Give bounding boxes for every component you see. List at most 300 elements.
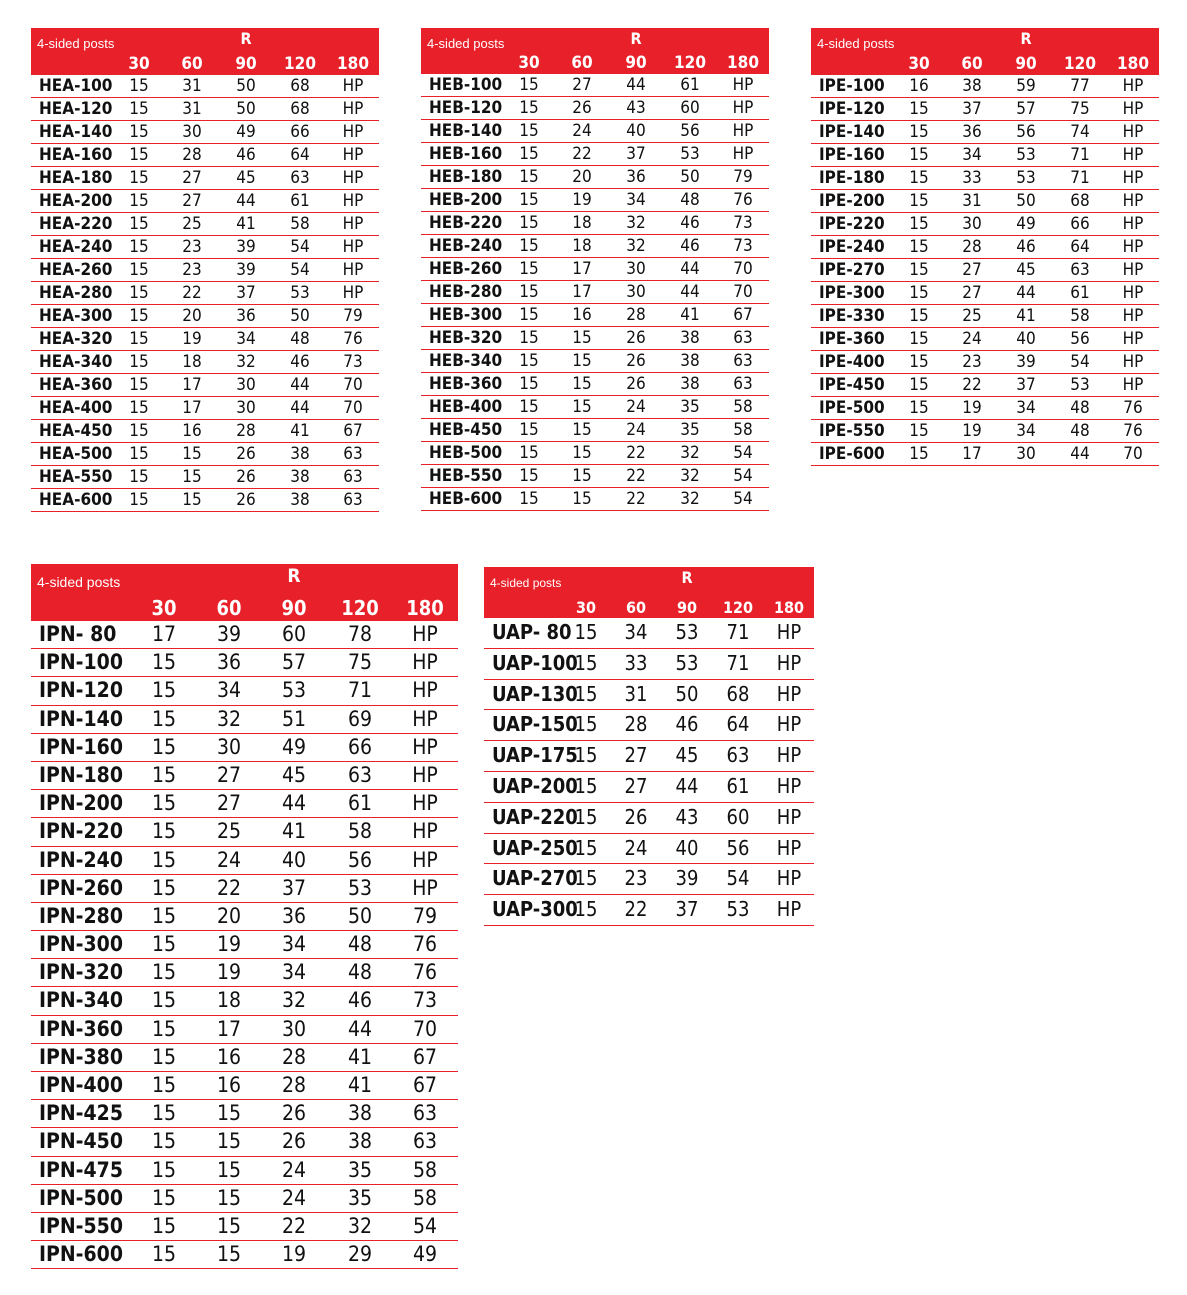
value-r60: 18 [572,213,592,233]
column-header-120: 120 [1064,54,1096,74]
table-header [484,567,814,618]
table-row [484,618,814,649]
value-r90: 26 [626,328,646,348]
value-r90: 36 [626,167,646,187]
value-r180: 79 [343,306,363,326]
value-r30: 15 [129,214,149,234]
value-r180: 76 [412,932,438,957]
value-r120: 74 [1070,122,1090,142]
column-header-30: 30 [128,54,150,74]
value-r120: 48 [347,932,373,957]
profile-name: HEB-450 [429,420,503,440]
value-r180: HP [732,121,754,141]
profile-name: IPN-380 [39,1044,123,1069]
value-r120: 56 [1070,329,1090,349]
value-r90: 37 [626,144,646,164]
value-r90: 40 [626,121,646,141]
value-r120: 60 [726,804,750,829]
value-r120: 54 [290,260,310,280]
column-header-90: 90 [281,596,307,620]
value-r90: 44 [1016,283,1036,303]
value-r120: 75 [1070,99,1090,119]
column-header-60: 60 [216,596,242,620]
value-r30: 15 [909,99,929,119]
value-r180: HP [342,168,364,188]
value-r180: HP [342,283,364,303]
value-r180: 70 [1123,444,1143,464]
value-r30: 15 [129,237,149,257]
value-r90: 32 [626,236,646,256]
profile-name: IPE-400 [819,352,885,372]
profile-name: IPN-220 [39,819,123,844]
profile-name: HEA-360 [39,375,113,395]
value-r30: 15 [574,620,598,644]
value-r180: HP [1122,168,1144,188]
value-r30: 15 [519,351,539,371]
value-r120: 41 [290,421,310,441]
value-r60: 25 [216,819,242,844]
value-r30: 15 [909,145,929,165]
table-row [421,396,769,419]
profile-name: HEA-220 [39,214,113,234]
table-row [31,351,379,374]
value-r30: 15 [519,259,539,279]
value-r60: 23 [624,866,648,891]
value-r90: 40 [675,835,699,860]
value-r30: 15 [519,121,539,141]
profile-name: UAP-250 [492,835,578,860]
value-r30: 15 [519,374,539,394]
value-r120: 68 [1070,191,1090,211]
table-row [31,847,458,875]
value-r120: 63 [347,762,373,787]
value-r180: 76 [733,190,753,210]
value-r30: 15 [519,466,539,486]
value-r90: 57 [1016,99,1036,119]
table-row [811,420,1159,443]
value-r30: 15 [129,260,149,280]
profile-name: IPN-200 [39,791,123,816]
value-r90: 40 [281,847,307,872]
value-r90: 46 [236,145,256,165]
value-r180: 63 [343,467,363,487]
value-r120: 38 [347,1101,373,1126]
table-row [31,121,379,144]
value-r90: 22 [281,1213,307,1238]
value-r60: 15 [216,1242,242,1267]
value-r120: 48 [680,190,700,210]
table-row [31,236,379,259]
column-header-180: 180 [773,598,805,617]
value-r120: 66 [347,734,373,759]
table-row [31,397,379,420]
value-r90: 26 [236,444,256,464]
value-r30: 15 [519,489,539,509]
profile-name: IPE-160 [819,145,885,165]
value-r60: 19 [182,329,202,349]
table-row [811,213,1159,236]
value-r120: 53 [726,897,750,922]
value-r60: 15 [572,466,592,486]
header-label: 4-sided posts [817,36,895,51]
table-row [421,120,769,143]
table-row [811,282,1159,305]
value-r30: 15 [151,988,177,1013]
profile-name: HEB-140 [429,121,503,141]
table-row [811,305,1159,328]
value-r60: 17 [216,1016,242,1041]
value-r30: 15 [519,443,539,463]
value-r30: 15 [574,743,598,768]
profile-name: HEA-550 [39,467,113,487]
profile-name: IPE-180 [819,168,885,188]
value-r30: 15 [574,712,598,737]
value-r90: 26 [236,490,256,510]
value-r60: 24 [962,329,982,349]
profile-name: UAP-300 [492,897,578,922]
profile-name: HEB-220 [429,213,503,233]
table-row [421,488,769,511]
value-r60: 27 [182,191,202,211]
table-row [811,75,1159,98]
value-r120: 64 [1070,237,1090,257]
r-label: R [630,29,642,48]
value-r180: HP [776,743,802,768]
value-r60: 33 [962,168,982,188]
value-r30: 15 [129,168,149,188]
value-r180: HP [412,734,438,759]
value-r60: 20 [182,306,202,326]
table-row [31,1157,458,1185]
value-r30: 15 [519,420,539,440]
table-row [31,818,458,846]
value-r90: 34 [281,932,307,957]
column-header-30: 30 [518,53,540,73]
table-row [421,189,769,212]
value-r90: 36 [236,306,256,326]
value-r90: 36 [281,903,307,928]
value-r30: 15 [519,236,539,256]
value-r60: 19 [962,398,982,418]
profile-name: IPE-600 [819,444,885,464]
value-r90: 53 [1016,168,1036,188]
value-r120: 75 [347,650,373,675]
value-r30: 15 [909,260,929,280]
value-r60: 20 [572,167,592,187]
column-header-120: 120 [674,53,706,73]
value-r120: 48 [347,960,373,985]
value-r60: 31 [182,99,202,119]
profile-name: IPN-600 [39,1242,123,1267]
value-r180: 70 [343,375,363,395]
value-r60: 38 [962,76,982,96]
value-r60: 37 [962,99,982,119]
value-r90: 32 [281,988,307,1013]
value-r120: 53 [680,144,700,164]
value-r30: 15 [519,144,539,164]
value-r60: 15 [216,1101,242,1126]
value-r180: 73 [343,352,363,372]
profile-name: IPN-280 [39,903,123,928]
table-row [31,167,379,190]
table-row [31,466,379,489]
profile-name: IPN-475 [39,1157,123,1182]
column-header-180: 180 [337,54,369,74]
table-header [811,28,1159,75]
value-r120: 78 [347,622,373,646]
value-r180: 70 [343,398,363,418]
value-r180: HP [412,847,438,872]
value-r90: 39 [675,866,699,891]
value-r180: HP [342,237,364,257]
value-r90: 41 [1016,306,1036,326]
value-r60: 15 [572,328,592,348]
column-header-30: 30 [151,596,177,620]
value-r120: 56 [726,835,750,860]
value-r90: 45 [1016,260,1036,280]
profile-name: IPE-550 [819,421,885,441]
table-row [31,1016,458,1044]
value-r90: 46 [1016,237,1036,257]
value-r120: 41 [347,1073,373,1097]
value-r60: 33 [624,650,648,675]
profile-name: IPN-500 [39,1185,123,1210]
value-r120: 32 [680,443,700,463]
value-r30: 15 [151,762,177,787]
table-row [484,741,814,772]
profile-name: IPN-140 [39,706,123,731]
value-r30: 15 [151,1044,177,1069]
value-r180: HP [412,622,438,646]
value-r30: 15 [151,960,177,985]
table-row [811,328,1159,351]
value-r180: 70 [733,259,753,279]
value-r90: 49 [1016,214,1036,234]
value-r60: 22 [572,144,592,164]
value-r30: 15 [129,329,149,349]
value-r90: 22 [626,489,646,509]
value-r90: 43 [675,804,699,829]
profile-name: IPE-300 [819,283,885,303]
table-row [811,374,1159,397]
table-row [811,397,1159,420]
value-r180: HP [412,706,438,731]
value-r60: 19 [962,421,982,441]
value-r120: 44 [347,1016,373,1041]
profile-name: HEB-500 [429,443,503,463]
value-r90: 24 [281,1185,307,1210]
table-row [31,1072,458,1100]
value-r180: HP [412,791,438,816]
table-row [421,143,769,166]
value-r60: 15 [182,467,202,487]
value-r60: 15 [572,374,592,394]
value-r180: HP [412,678,438,703]
value-r120: 71 [347,678,373,703]
value-r30: 15 [151,1157,177,1182]
value-r180: HP [1122,260,1144,280]
value-r30: 15 [574,897,598,922]
table-row [31,190,379,213]
value-r30: 15 [151,847,177,872]
profile-name: HEB-100 [429,75,503,95]
value-r90: 30 [236,375,256,395]
table-row [31,959,458,987]
profile-name: UAP-130 [492,681,578,706]
value-r60: 24 [216,847,242,872]
value-r120: 71 [1070,168,1090,188]
value-r120: 35 [680,420,700,440]
value-r90: 44 [236,191,256,211]
value-r30: 15 [909,421,929,441]
value-r180: HP [1122,191,1144,211]
profile-name: IPN-120 [39,678,123,703]
table-row [421,419,769,442]
value-r60: 26 [572,98,592,118]
value-r60: 27 [962,260,982,280]
profile-name: HEA-320 [39,329,113,349]
value-r120: 61 [290,191,310,211]
table-row [484,680,814,711]
value-r180: HP [1122,375,1144,395]
value-r60: 22 [182,283,202,303]
value-r60: 28 [624,712,648,737]
profile-name: UAP-270 [492,866,578,891]
value-r120: 48 [290,329,310,349]
profile-name: IPE-360 [819,329,885,349]
profile-name: UAP- 80 [492,620,572,644]
value-r120: 71 [1070,145,1090,165]
value-r90: 24 [626,420,646,440]
value-r30: 15 [129,467,149,487]
value-r180: HP [342,191,364,211]
value-r120: 61 [726,773,750,798]
value-r60: 28 [182,145,202,165]
value-r120: 46 [680,213,700,233]
value-r30: 15 [909,283,929,303]
value-r180: 58 [733,420,753,440]
value-r30: 15 [574,681,598,706]
value-r30: 15 [151,1242,177,1267]
header-label: 4-sided posts [37,574,121,590]
value-r30: 15 [519,167,539,187]
profile-name: IPE-120 [819,99,885,119]
table-row [421,74,769,97]
profile-name: IPE-330 [819,306,885,326]
value-r180: 73 [412,988,438,1013]
value-r90: 34 [281,960,307,985]
r-label: R [287,565,301,587]
value-r30: 15 [151,706,177,731]
value-r30: 15 [129,490,149,510]
value-r90: 34 [1016,398,1036,418]
table-row [421,327,769,350]
value-r120: 44 [290,375,310,395]
value-r180: HP [732,144,754,164]
value-r90: 57 [281,650,307,675]
value-r120: 56 [347,847,373,872]
value-r120: 63 [290,168,310,188]
profile-name: HEB-200 [429,190,503,210]
table-row [484,710,814,741]
value-r120: 58 [347,819,373,844]
value-r120: 38 [680,374,700,394]
value-r30: 15 [151,1101,177,1126]
value-r30: 15 [909,444,929,464]
value-r120: 46 [290,352,310,372]
value-r60: 25 [962,306,982,326]
profile-name: IPE-270 [819,260,885,280]
value-r60: 17 [182,375,202,395]
value-r60: 36 [216,650,242,675]
value-r30: 15 [909,329,929,349]
value-r60: 34 [216,678,242,703]
table-hea [31,28,379,512]
table-row [31,621,458,649]
value-r90: 26 [281,1129,307,1154]
value-r180: 54 [733,466,753,486]
profile-name: UAP-200 [492,773,578,798]
value-r30: 15 [151,875,177,900]
value-r120: 68 [726,681,750,706]
value-r30: 15 [574,866,598,891]
value-r60: 27 [572,75,592,95]
value-r120: 63 [1070,260,1090,280]
value-r90: 28 [236,421,256,441]
value-r90: 24 [626,397,646,417]
value-r120: 53 [290,283,310,303]
value-r120: 38 [290,444,310,464]
value-r60: 27 [216,791,242,816]
value-r180: HP [1122,122,1144,142]
value-r60: 17 [572,282,592,302]
value-r30: 15 [519,190,539,210]
value-r30: 15 [129,122,149,142]
value-r30: 15 [129,191,149,211]
column-header-30: 30 [908,54,930,74]
value-r180: HP [342,260,364,280]
value-r180: HP [412,762,438,787]
table-row [31,282,379,305]
value-r90: 50 [236,99,256,119]
value-r60: 15 [182,444,202,464]
table-row [811,144,1159,167]
table-row [811,443,1159,466]
profile-name: IPN-240 [39,847,123,872]
profile-name: HEA-400 [39,398,113,418]
value-r180: 67 [733,305,753,325]
value-r120: 54 [1070,352,1090,372]
value-r30: 15 [151,932,177,957]
profile-name: IPN-360 [39,1016,123,1041]
table-row [31,987,458,1015]
value-r180: HP [776,804,802,829]
value-r120: 35 [680,397,700,417]
value-r90: 59 [1016,76,1036,96]
value-r120: 41 [347,1044,373,1069]
value-r120: 68 [290,99,310,119]
value-r30: 15 [151,1129,177,1154]
value-r90: 28 [281,1073,307,1097]
table-row [421,304,769,327]
value-r180: 58 [412,1157,438,1182]
table-row [31,374,379,397]
value-r90: 45 [281,762,307,787]
value-r90: 37 [1016,375,1036,395]
profile-name: IPN-180 [39,762,123,787]
value-r120: 32 [680,489,700,509]
value-r90: 30 [236,398,256,418]
